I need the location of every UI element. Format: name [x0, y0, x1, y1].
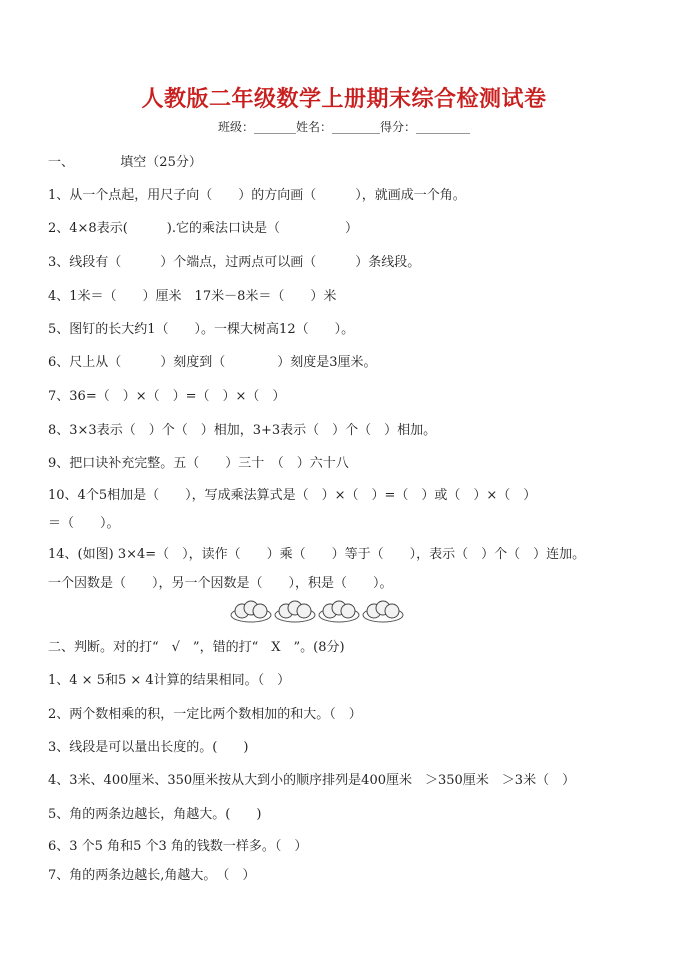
- question-1-6: 6、尺上从（ ）刻度到（ ）刻度是3厘米。: [48, 355, 377, 370]
- question-2-1: 1、4 × 5和5 × 4计算的结果相同。（ ）: [48, 673, 291, 688]
- section1-title: 填空（25分）: [120, 155, 202, 170]
- page-title: 人教版二年级数学上册期末综合检测试卷: [141, 87, 547, 112]
- question-2-2: 2、两个数相乘的积，一定比两个数相加的和大。（ ）: [48, 707, 362, 722]
- question-1-9: 9、把口诀补充完整。五（ ）三十 （ ）六十八: [48, 456, 349, 471]
- question-1-7: 7、36=（ ）×（ ）=（ ）×（ ）: [48, 389, 286, 404]
- question-1-8: 8、3×3表示（ ）个（ ）相加，3+3表示（ ）个（ ）相加。: [48, 423, 437, 438]
- question-1-3: 3、线段有（ ）个端点，过两点可以画（ ）条线段。: [48, 255, 421, 270]
- question-1-1: 1、从一个点起，用尺子向（ ）的方向画（ ），就画成一个角。: [48, 188, 466, 203]
- question-2-5: 5、角的两条边越长，角越大。( ): [48, 807, 262, 822]
- rice-ball-groups-figure: [230, 595, 410, 623]
- question-1-14-continued: 一个因数是（ ），另一个因数是（ ），积是（ ）。: [48, 576, 393, 591]
- student-info-line: 班级：_______姓名：________得分：_________: [217, 120, 470, 134]
- rice-group-4: [363, 601, 403, 622]
- question-2-7: 7、角的两条边越长,角越大。 （ ）: [48, 868, 256, 883]
- question-1-10-continued: ＝（ ）。: [48, 516, 120, 531]
- question-2-6: 6、3 个5 角和5 个3 角的钱数一样多。（ ）: [48, 839, 308, 854]
- question-1-4: 4、1米＝（ ）厘米 17米－8米＝（ ）米: [48, 289, 337, 304]
- rice-ball-groups-icon: [230, 595, 410, 623]
- section1-heading: [48, 151, 202, 170]
- question-2-3: 3、线段是可以量出长度的。( ): [48, 740, 249, 755]
- question-1-14: 14、(如图) 3×4=（ ），读作（ ）乘（ ）等于（ ），表示（ ）个（ ）连加。: [48, 547, 586, 562]
- question-1-5: 5、图钉的长大约1（ ）。一棵大树高12（ ）。: [48, 322, 355, 337]
- question-2-4: 4、3米、400厘米、350厘米按从大到小的顺序排列是400厘米 ＞350厘米 ＞3米（ ）: [48, 773, 576, 788]
- rice-group-1: [231, 601, 271, 622]
- rice-group-2: [275, 601, 315, 622]
- section1-number: 一、: [48, 155, 75, 170]
- question-1-10: 10、4个5相加是（ ），写成乘法算式是（ ）×（ ）=（ ）或（ ）×（ ）: [48, 488, 537, 503]
- section2-heading: 二、判断。对的打“ √ ”，错的打“ X ”。(8分): [48, 640, 345, 655]
- rice-group-3: [319, 601, 359, 622]
- question-1-2: 2、4×8表示( ).它的乘法口诀是（ ）: [48, 221, 358, 236]
